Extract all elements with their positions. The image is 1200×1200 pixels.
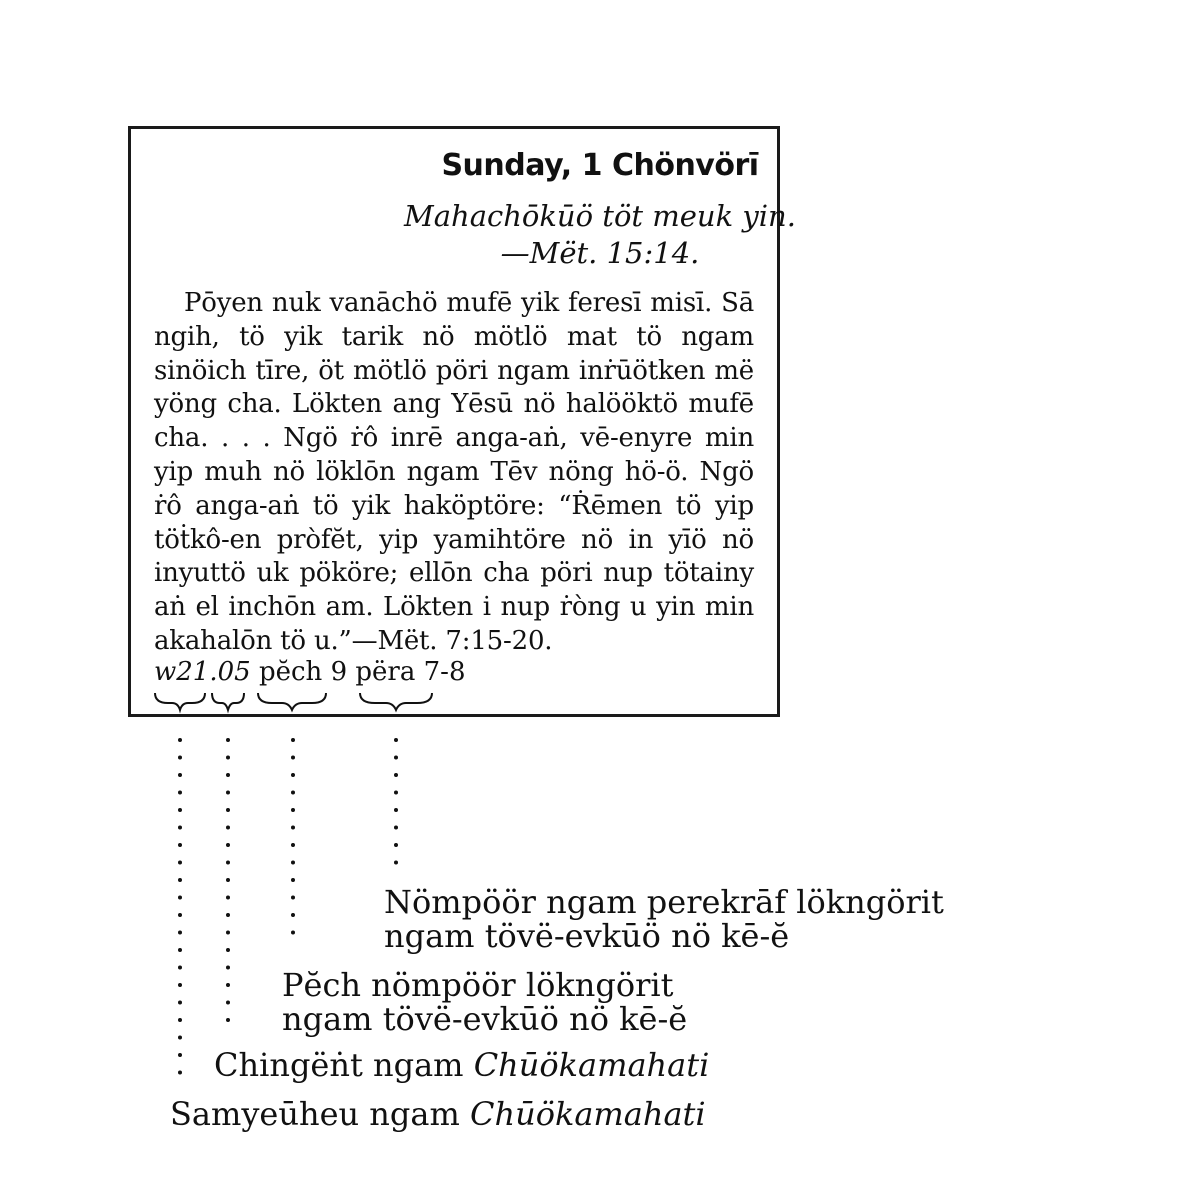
label-page-number-line2: ngam tövë-evkūö nö kē-ĕ (282, 1000, 688, 1038)
comment-text: Pōyen nuk vanāchö mufē yik feresī misī. Sā ngih, tö yik tarik nö mötlö mat tö ngam sinöich tīre, öt mötlö pöri ngam inṙūötken më yöng cha. Lökten ang Yēsū nö halööktö mufē cha. . . . Ngö ṙô inrē anga-aṅ, vē-enyre min yip muh nö löklōn ngam Tēv nöng hö-ö. Ngö ṙô anga-aṅ tö yik haköptöre: “Ṙēmen tö yip töṫkô-en pròfĕt, yip yamihtöre nö in yīö nö inyuttö uk pököre; ellōn cha pöri nup tötainy aṅ el inchōn am. Lökten i nup ṙòng u yin min akahalōn tö u.”—Mët. 7:15-20. (154, 288, 754, 656)
scripture-verse (0, 198, 1200, 272)
label-page-number (282, 968, 687, 1036)
ref-page: pĕch 9 (258, 657, 348, 687)
date-heading: Sunday, 1 Chönvörī (441, 148, 759, 183)
label-page-number-line1: Pĕch nömpöör lökngörit (282, 966, 674, 1004)
label-paragraph-numbers (384, 885, 944, 953)
ref-issue: .05 (209, 657, 251, 687)
label-publication-title: Chūökamahati (469, 1095, 706, 1133)
label-paragraph-numbers-line2: ngam tövë-evkūö nö kē-ĕ (384, 917, 790, 955)
label-issue (214, 1048, 709, 1082)
label-issue-title: Chūökamahati (473, 1046, 710, 1084)
label-publication (170, 1097, 706, 1131)
comment-paragraph (154, 287, 754, 659)
label-paragraph-numbers-line1: Nömpöör ngam perekrāf lökngörit (384, 883, 944, 921)
verse-citation: —Mët. 15:14. (500, 236, 700, 270)
verse-text: Mahachōkūö töt meuk yin. (404, 199, 796, 233)
ref-publication: w21 (154, 657, 210, 687)
reference-line (154, 656, 465, 689)
label-issue-text: Chingëṅt ngam (214, 1046, 474, 1084)
ref-paragraphs: përa 7-8 (355, 657, 466, 687)
label-publication-text: Samyeūheu ngam (170, 1095, 470, 1133)
